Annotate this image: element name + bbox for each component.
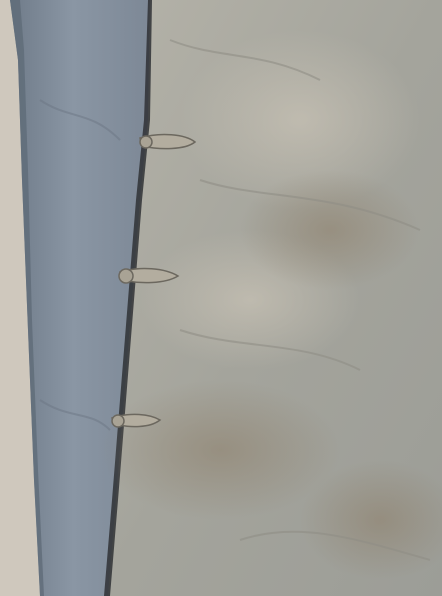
fabric-stain (240, 170, 420, 290)
fabric-stain (100, 380, 340, 520)
